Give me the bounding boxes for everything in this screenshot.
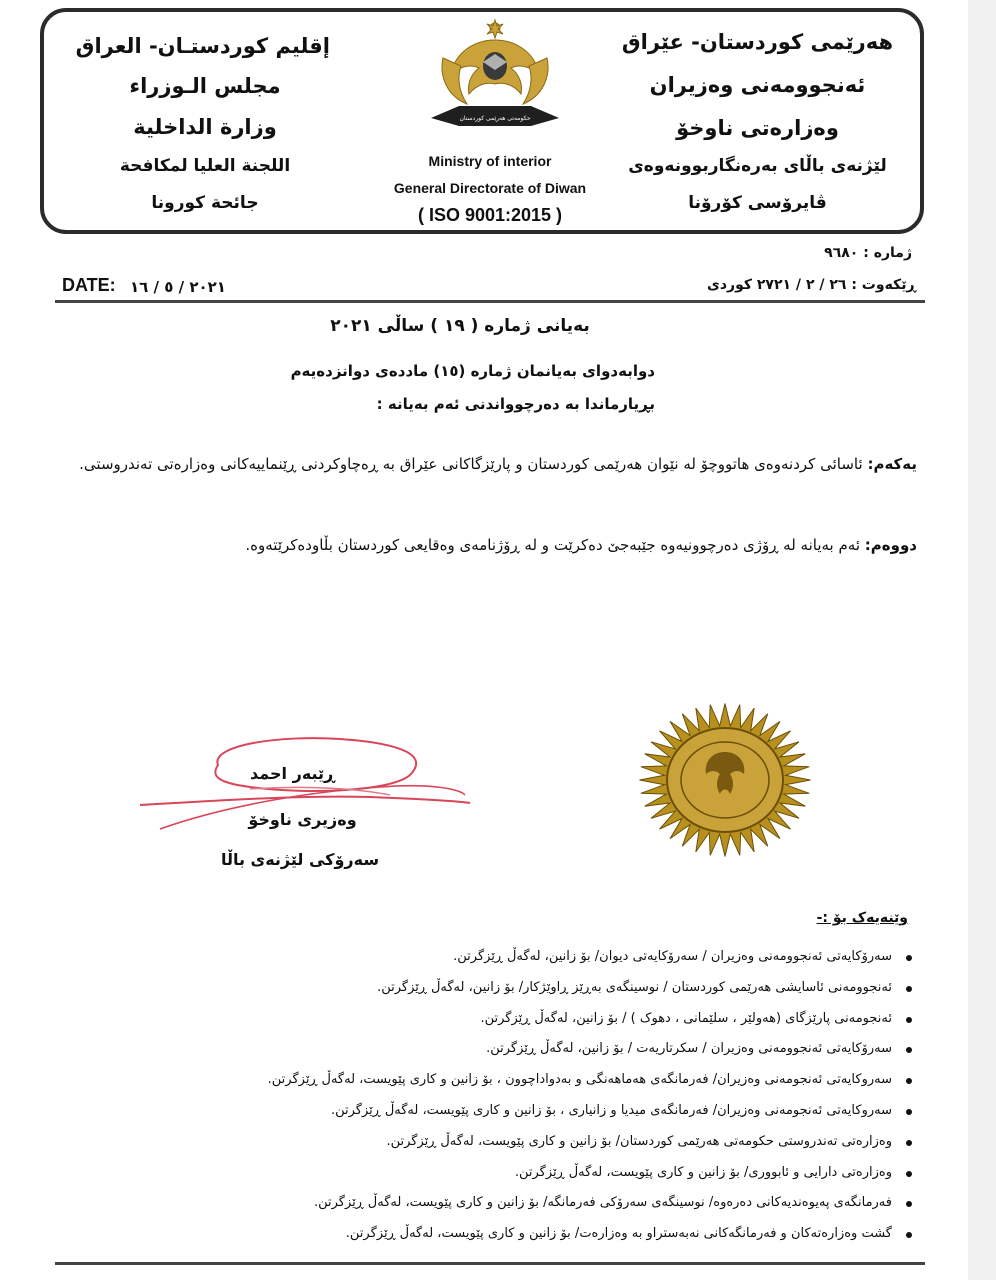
list-item: سەروکایەتی ئەنجومەنی وەزیران/ فەرمانگەی هەماهەنگی و بەدواداچوون ، بۆ زانین و کاری پێویست، لەگەڵ ڕێزگرتن. <box>58 1065 918 1096</box>
header-right-line-2: ئەنجوومەنی وەزیران <box>649 73 866 97</box>
list-item: ئەنجوومەنی ئاسایشی هەرێمی کوردستان / نوسینگەی بەڕێز ڕاوێژکار/ بۆ زانین، لەگەڵ ڕێزگرتن. <box>58 973 918 1004</box>
document-number: ژماره : ٩٦٨٠ <box>824 245 912 261</box>
list-item: سەرۆکایەتی ئەنجوومەنی وەزیران / سەرۆکایەتی دیوان/ بۆ زانین، لەگەڵ ڕێزگرتن. <box>58 942 918 973</box>
list-item: ئەنجومەنی پارێزگای (هەولێر ، سلێمانی ، دهوک ) / بۆ زانین، لەگەڵ ڕێزگرتن. <box>58 1004 918 1035</box>
footer-divider <box>55 1262 925 1265</box>
header-left-line-4: اللجنة العليا لمكافحة <box>119 156 291 176</box>
statement-title: بەیانی ژمارە ( ١٩ ) ساڵی ٢٠٢١ <box>330 316 590 336</box>
statement-intro-1: دوابەدوای بەیانمان ژمارە (١٥) ماددەی دوانزدەیەم <box>290 362 655 380</box>
list-item: وەزارەتی دارایی و ئابووری/ بۆ زانین و کاری پێویست، لەگەڵ ڕێزگرتن. <box>58 1158 918 1189</box>
header-left-line-5: جائحة كورونا <box>151 193 259 213</box>
date-label: DATE: <box>62 275 116 295</box>
ministry-english: Ministry of interior <box>428 153 552 169</box>
copies-list <box>58 942 918 1250</box>
first-point-label: یەکەم: <box>867 455 917 473</box>
header-left-line-2: مجلس الـوزراء <box>129 74 281 98</box>
statement-intro-2: بڕیارماندا بە دەرچوواندنی ئەم بەیانە : <box>376 395 655 413</box>
second-point-label: دووەم: <box>864 536 917 554</box>
statement-first-point <box>55 443 917 485</box>
header-right-line-4: لێژنەی باڵای بەرەنگاربوونەوەی <box>628 156 887 176</box>
second-point-text: ئەم بەیانە لە ڕۆژی دەرچوونیەوە جێبەجێ دەکرێت و لە ڕۆژنامەی وەقایعی کوردستان بڵاودەکرێتەوە. <box>245 536 861 554</box>
logo-caption: حکومەتی هەرێمی کوردستان <box>459 115 531 122</box>
page-edge-strip <box>968 0 996 1280</box>
krg-emblem-logo <box>425 18 565 138</box>
iso-standard: ( ISO 9001:2015 ) <box>417 205 563 225</box>
list-item: فەرمانگەی پەیوەندیەکانی دەرەوە/ نوسینگەی سەرۆکی فەرمانگە/ بۆ زانین و کاری پێویست، لەگەڵ ڕێزگرتن. <box>58 1188 918 1219</box>
signatory-committee: سەرۆکی لێژنەی باڵا <box>220 850 380 869</box>
header-divider <box>55 300 925 303</box>
list-item: سەروکایەتی ئەنجومەنی وەزیران/ فەرمانگەی میدیا و زانیاری ، بۆ زانین و کاری پێویست، لەگەڵ ڕێزگرتن. <box>58 1096 918 1127</box>
header-left-line-1: إقليم كوردستـان- العراق <box>75 34 330 58</box>
gold-seal <box>620 690 830 870</box>
copies-heading: وێنەیەک بۆ :- <box>816 910 908 926</box>
first-point-text: ئاسائی کردنەوەی هاتووچۆ لە نێوان هەرێمی کوردستان و پارێزگاکانی عێراق بە ڕەچاوکردنی ڕێنماییەکانی وەزارەتی تەندروستی. <box>79 455 863 473</box>
signatory-role: وەزیری ناوخۆ <box>248 810 357 829</box>
list-item: گشت وەزارەتەکان و فەرمانگەکانی نەبەستراو بە وەزارەت/ بۆ زانین و کاری پێویست، لەگەڵ ڕێزگرتن. <box>58 1219 918 1250</box>
header-right-line-3: وەزارەتی ناوخۆ <box>676 116 839 140</box>
kurdish-date: ڕێکەوت : ٢٦ / ٢ / ٢٧٢١ کوردی <box>707 277 916 293</box>
signatory-name: ڕێبەر احمد <box>250 764 335 783</box>
header-right-line-1: هەرێمی کوردستان- عێراق <box>621 30 894 54</box>
statement-second-point <box>55 532 917 558</box>
date-value: ٢٠٢١ / ٥ / ١٦ <box>130 278 226 296</box>
header-left-line-3: وزارة الداخلية <box>133 115 277 139</box>
header-right-line-5: ڤایرۆسی کۆرۆنا <box>688 193 827 213</box>
list-item: سەرۆکایەتی ئەنجوومەنی وەزیران / سکرتاریەت / بۆ زانین، لەگەڵ ڕێزگرتن. <box>58 1034 918 1065</box>
list-item: وەزارەتی تەندروستی حکومەتی هەرێمی کوردستان/ بۆ زانین و کاری پێویست، لەگەڵ ڕێزگرتن. <box>58 1127 918 1158</box>
directorate-english: General Directorate of Diwan <box>393 180 587 196</box>
